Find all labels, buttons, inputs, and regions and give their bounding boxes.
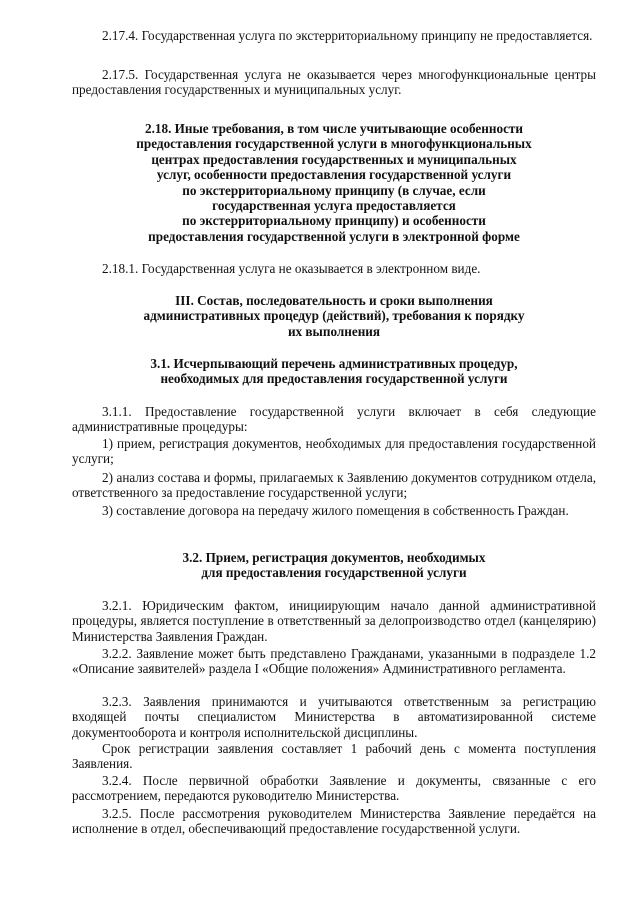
paragraph-registration-period: Срок регистрации заявления составляет 1 рабочий день с момента поступления Заявления.: [72, 741, 596, 772]
list-item-2: 2) анализ состава и формы, прилагаемых к Заявлению документов сотрудником отдела, ответственного за предоставление государственной услуги;: [72, 470, 596, 501]
paragraph-3-2-4: 3.2.4. После первичной обработки Заявление и документы, связанные с его рассмотрением, передаются руководителю Министерства.: [72, 773, 596, 804]
section-heading-2-18: 2.18. Иные требования, в том числе учитывающие особенности предоставления государственной услуги в многофункциональных центрах предоставления государственных и муниципальных услуг, особенности предоставления государственной услуги по экстерриториальному принципу (в случае, если государственная услуга предоставляется по экстерриториальному принципу) и особенности предоставления государственной услуги в электронной форме: [136, 121, 532, 244]
paragraph-2-17-4: 2.17.4. Государственная услуга по экстерриториальному принципу не предоставляется.: [102, 28, 593, 43]
paragraph-3-2-3: 3.2.3. Заявления принимаются и учитываются ответственным за регистрацию входящей почты специалистом Министерства в автоматизированной системе документооборота и контроля исполнительской дисциплины.: [72, 694, 596, 740]
section-heading-3-1: 3.1. Исчерпывающий перечень административных процедур, необходимых для предоставления государственной услуги: [150, 356, 518, 387]
section-heading-3-2: 3.2. Прием, регистрация документов, необходимых для предоставления государственной услуги: [182, 550, 486, 581]
paragraph-3-2-2: 3.2.2. Заявление может быть представлено Гражданами, указанными в подразделе 1.2 «Описание заявителей» раздела I «Общие положения» Административного регламента.: [72, 646, 596, 677]
paragraph-3-2-5: 3.2.5. После рассмотрения руководителем Министерства Заявление передаётся на исполнение в отдел, обеспечивающий предоставление государственной услуги.: [72, 806, 596, 837]
paragraph-2-18-1: 2.18.1. Государственная услуга не оказывается в электронном виде.: [102, 261, 481, 276]
paragraph-3-1-1: 3.1.1. Предоставление государственной услуги включает в себя следующие административные процедуры:: [72, 404, 596, 435]
paragraph-3-2-1: 3.2.1. Юридическим фактом, инициирующим начало данной административной процедуры, является поступление в ответственный за делопроизводство отдел (канцелярию) Министерства Заявления Граждан.: [72, 598, 596, 644]
list-item-1: 1) прием, регистрация документов, необходимых для предоставления государственной услуги;: [72, 436, 596, 467]
list-item-3: 3) составление договора на передачу жилого помещения в собственность Граждан.: [102, 503, 569, 518]
paragraph-2-17-5: 2.17.5. Государственная услуга не оказывается через многофункциональные центры предоставления государственных и муниципальных услуг.: [72, 67, 596, 98]
chapter-heading-III: III. Состав, последовательность и сроки выполнения административных процедур (действий), требования к порядку их выполнения: [143, 293, 525, 339]
